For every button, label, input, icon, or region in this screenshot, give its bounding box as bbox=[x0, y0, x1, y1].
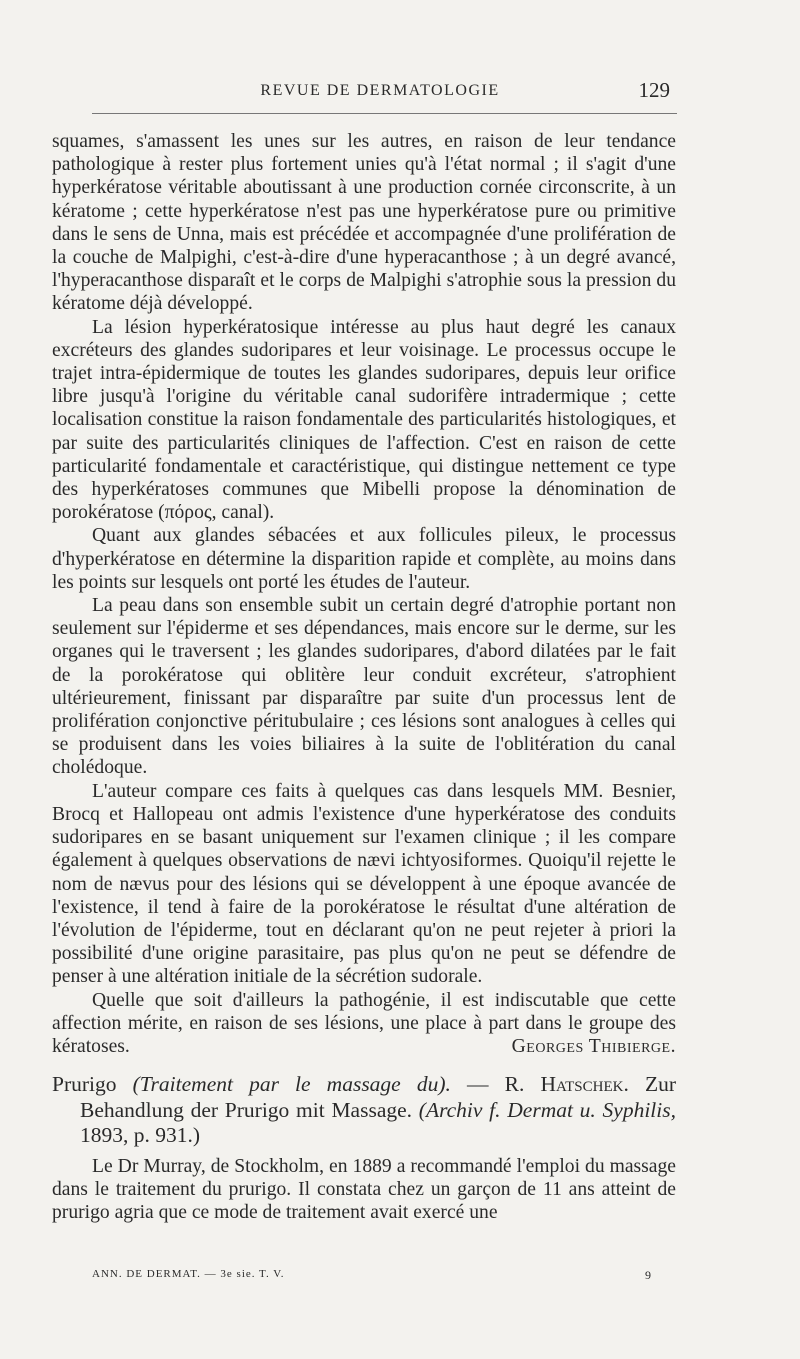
paragraph: La lésion hyperkératosique intéresse au plus haut degré les canaux excréteurs des glandes sudoripares et leur voisinage. Le processus occupe le trajet intra-épidermique de toutes les glandes sudoripares, depuis leur orifice libre jusqu'à l'origine du véritable canal sudorifère intradermique ; cette localisation constitue la raison fondamentale des particularités histologiques, et par suite des particularités cliniques de l'affection. C'est en raison de cette particularité fondamentale et caractéristique, qui distingue nettement ce type des hyperkératoses communes que Mibelli propose la dénomination de porokératose (πόρος, canal). bbox=[52, 316, 676, 524]
paragraph-last bbox=[52, 989, 676, 1059]
entry-paragraph: Le Dr Murray, de Stockholm, en 1889 a recommandé l'emploi du massage dans le traitement du prurigo. Il constata chez un garçon de 11 ans atteint de prurigo agria que ce mode de traitement avait exercé une bbox=[52, 1155, 676, 1224]
paragraph: squames, s'amassent les unes sur les autres, en raison de leur tendance pathologique à rester plus fortement unies qu'à l'état normal ; il s'agit d'une hyperkératose véritable aboutissant à une production cornée circonscrite, à un kératome ; cette hyperkératose n'est pas une hyperkératose pure ou primitive dans le sens de Unna, mais est précédée et accompagnée d'une prolifération de la couche de Malpighi, c'est-à-dire d'une hyperacanthose ; à un degré avancé, l'hyperacanthose disparaît et le corps de Malpighi s'atrophie sous la pression du kératome déjà développé. bbox=[52, 131, 676, 315]
journal-title: REVUE DE DERMATOLOGIE bbox=[260, 82, 500, 99]
paragraph: L'auteur compare ces faits à quelques cas dans lesquels MM. Besnier, Brocq et Hallopeau ont admis l'existence d'une hyperkératose des conduits sudoripares en se basant uniquement sur l'examen clinique ; il les compare également à quelques observations de nævi ichtyosiformes. Quoiqu'il rejette le nom de nævus pour des lésions qui se développent à une époque avancée de l'existence, il tend à faire de la porokératose le résultat d'une altération de l'évolution de l'épiderme, tout en déclarant qu'on ne peut rejeter à priori la possibilité d'une origine parasitaire, pas plus qu'on ne peut se défendre de penser à une altération initiale de la sécrétion sudorale. bbox=[52, 780, 676, 988]
entry-source: (Archiv f. Dermat u. Syphilis, bbox=[418, 1097, 676, 1122]
running-head bbox=[90, 78, 680, 106]
paragraph: La peau dans son ensemble subit un certain degré d'atrophie portant non seulement sur l'épiderme et ses dépendances, mais encore sur le derme, sur les organes qui le traversent ; les glandes sudoripares, d'abord dilatées par le fait de la porokératose qui oblitère leur conduit excréteur, s'atrophient ultérieurement, finissant par disparaître par suite d'un processus lent de prolifération conjonctive péritubulaire ; ces lésions sont analogues à celles qui se produisent dans les voies biliaires à la suite de l'oblitération du canal cholédoque. bbox=[52, 595, 676, 779]
entry-source-rest: 1893, p. 931.) bbox=[80, 1123, 201, 1148]
entry-heading-italic: (Traitement par le massage du). bbox=[132, 1072, 451, 1097]
entry-title: Zur Behandlung der Prurigo mit Massage. bbox=[80, 1072, 677, 1122]
article-body bbox=[52, 130, 676, 1224]
footer-signature-mark: ANN. DE DERMAT. — 3e sie. T. V. bbox=[92, 1268, 285, 1280]
footer bbox=[92, 1268, 652, 1288]
header-rule bbox=[92, 113, 677, 114]
entry-author: R. Hatschek. bbox=[504, 1072, 629, 1097]
footer-sheet-number: 9 bbox=[645, 1268, 652, 1282]
page-number: 129 bbox=[638, 78, 670, 102]
entry-heading-word: Prurigo bbox=[52, 1072, 117, 1097]
paragraph-text: Quelle que soit d'ailleurs la pathogénie, il est indiscutable que cette affection mérite, en raison de ses lésions, une place à part dans le groupe des kératoses. bbox=[52, 989, 676, 1057]
entry-heading bbox=[52, 1072, 676, 1149]
entry-dash: — bbox=[450, 1072, 505, 1097]
author-signature: Georges Thibierge. bbox=[511, 1035, 676, 1057]
paragraph: Quant aux glandes sébacées et aux follicules pileux, le processus d'hyperkératose en détermine la disparition rapide et complète, au moins dans les points sur lesquels ont porté les études de l'auteur. bbox=[52, 525, 676, 593]
